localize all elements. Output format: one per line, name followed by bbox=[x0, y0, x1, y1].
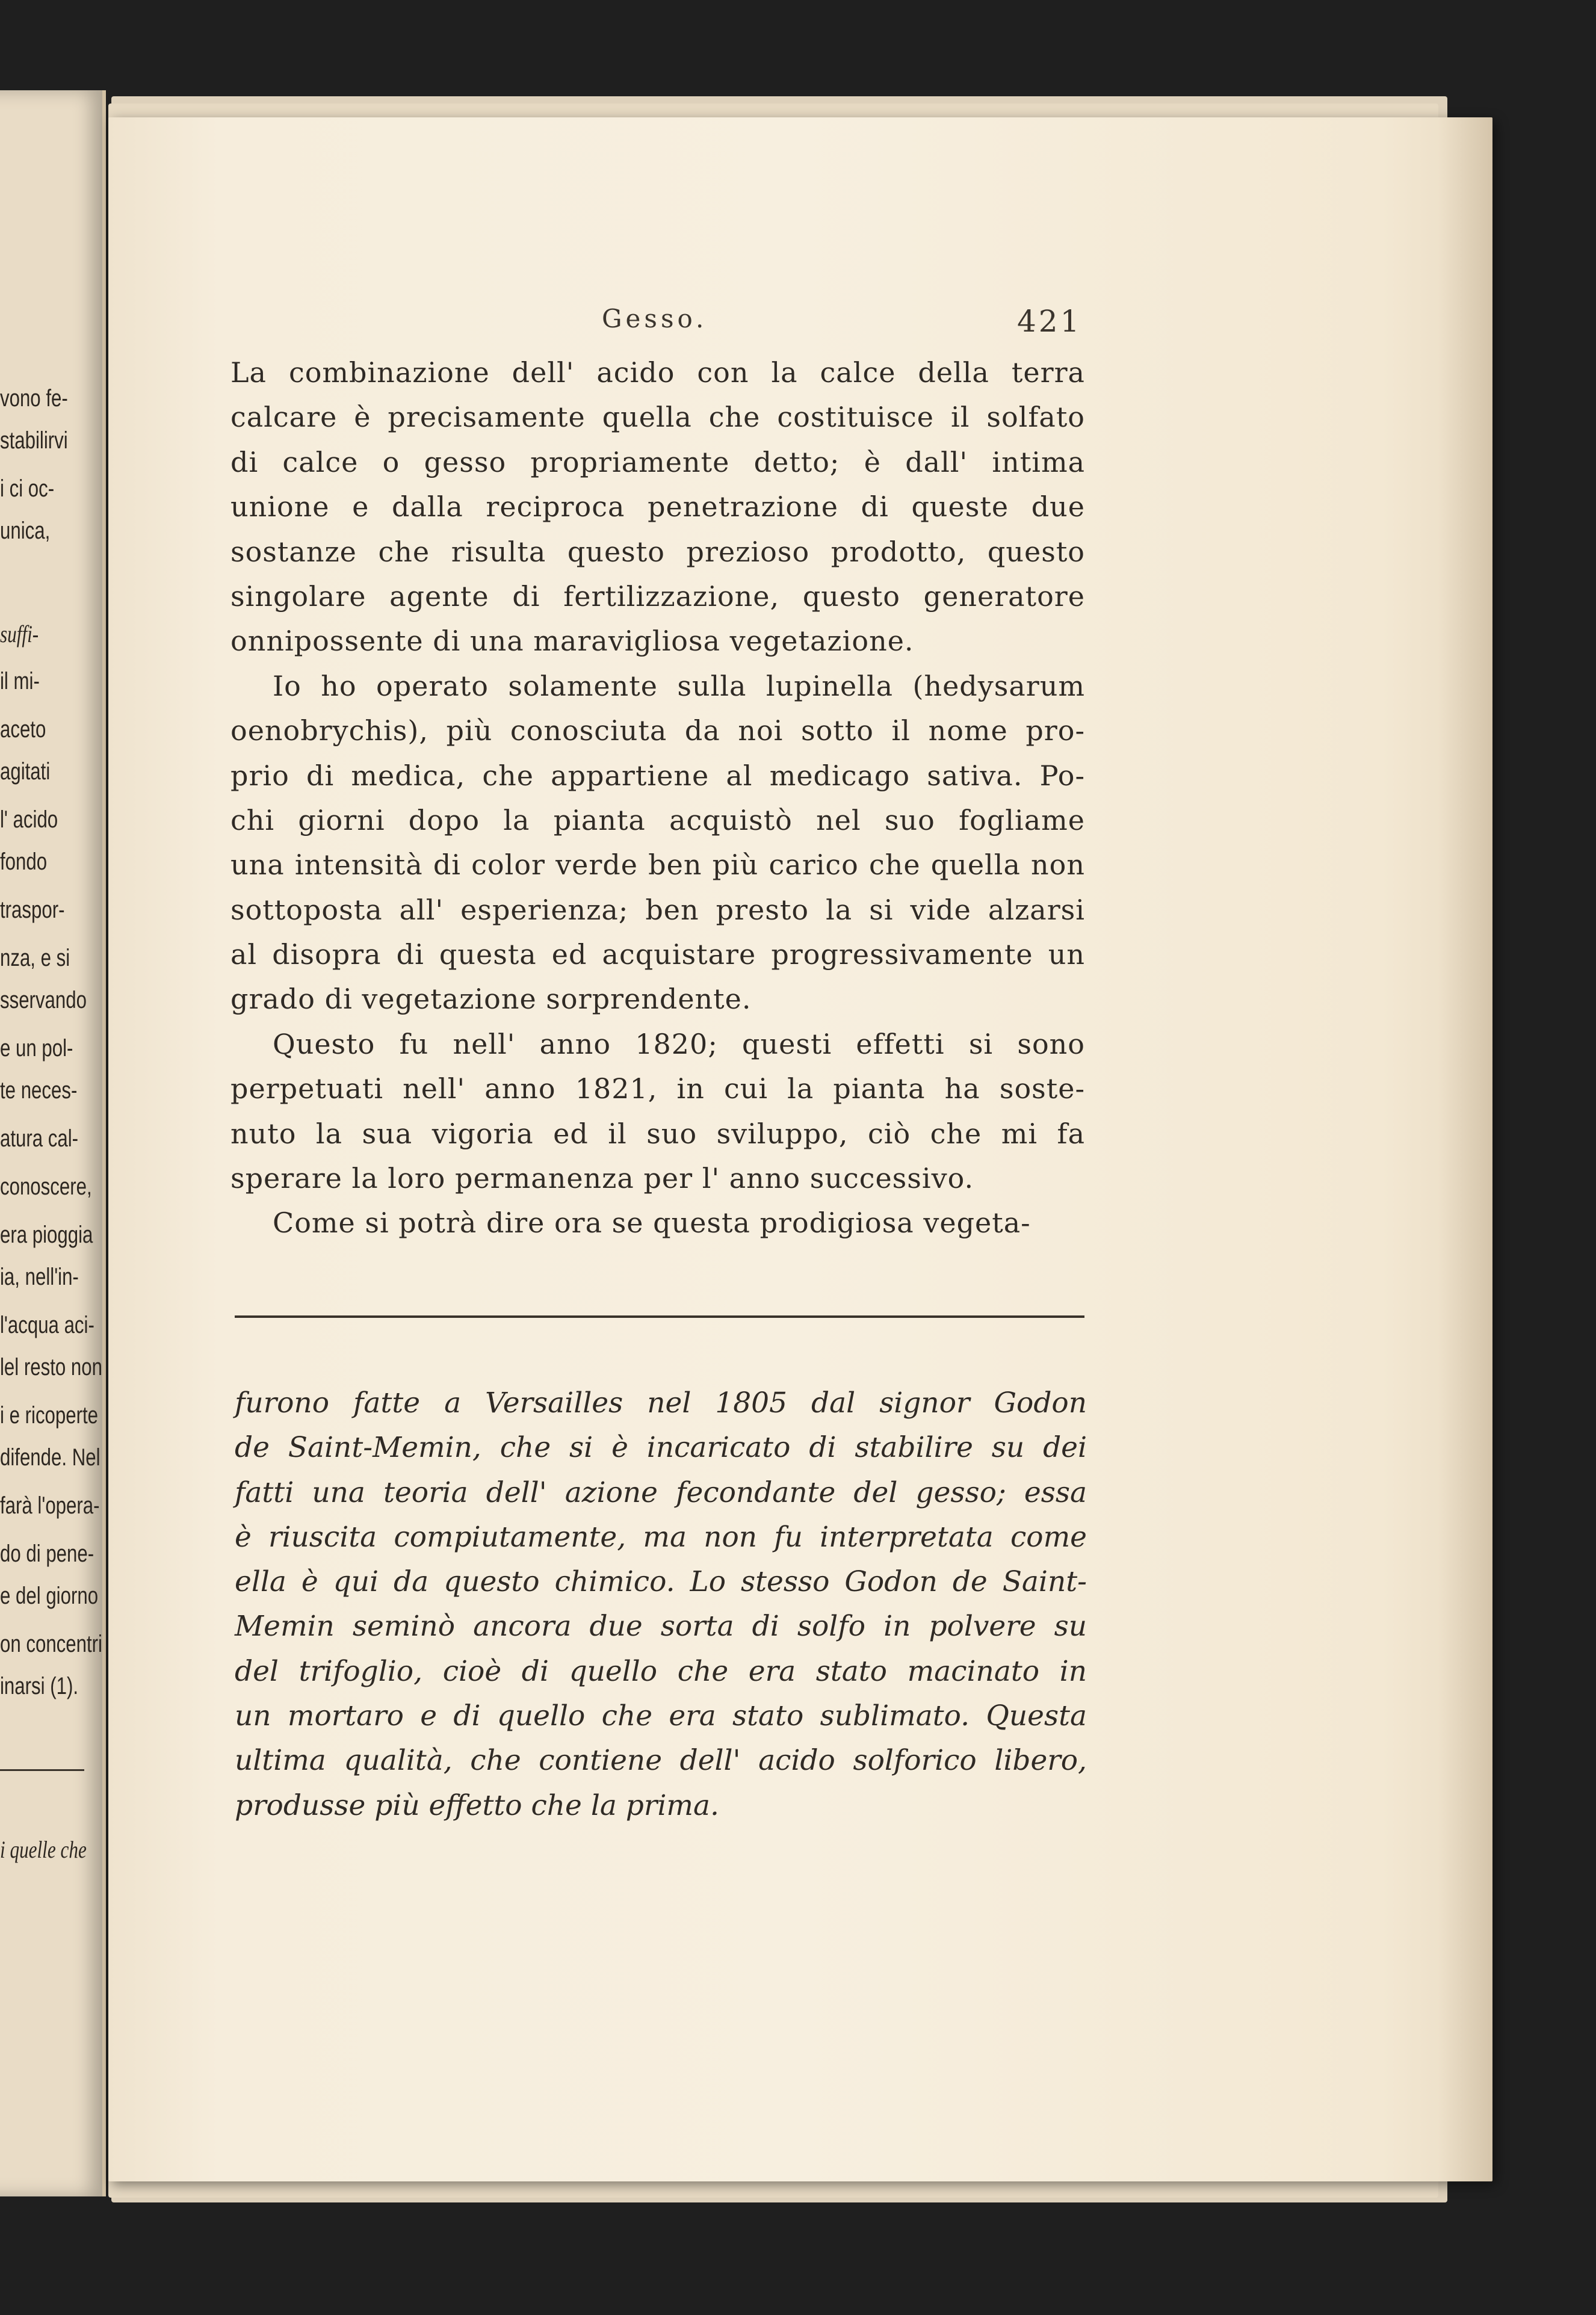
body-line: prio di medica, che appartiene al medicago sativa. Po- bbox=[230, 759, 1085, 792]
body-line: una intensità di color verde ben più carico che quella non bbox=[230, 848, 1085, 882]
facing-page-fragment: ia, nell'in- bbox=[0, 1264, 79, 1290]
footnote-line: ella è qui da questo chimico. Lo stesso Godon de Saint- bbox=[235, 1565, 1087, 1599]
facing-page-fragment: suffi- bbox=[0, 620, 39, 648]
facing-page-fragment: traspor- bbox=[0, 897, 65, 923]
facing-page-fragment: unica, bbox=[0, 518, 51, 544]
body-line: nuto la sua vigoria ed il suo sviluppo, ciò che mi fa bbox=[230, 1117, 1085, 1150]
facing-page-fragment: difende. Nel bbox=[0, 1444, 101, 1471]
facing-page-fragment: farà l'opera- bbox=[0, 1492, 100, 1519]
facing-page-fragment: on concentri bbox=[0, 1631, 102, 1657]
footnote-line: produsse più effetto che la prima. bbox=[235, 1788, 719, 1822]
page-number: 421 bbox=[1017, 304, 1082, 339]
facing-page-fragment: l' acido bbox=[0, 806, 58, 833]
facing-page-rule bbox=[0, 1769, 84, 1771]
footnote bbox=[235, 1381, 1087, 1828]
facing-page-fragment: te neces- bbox=[0, 1077, 78, 1104]
facing-page-fragment: aceto bbox=[0, 716, 46, 743]
footnote-line: del trifoglio, cioè di quello che era stato macinato in bbox=[235, 1654, 1087, 1688]
facing-page-fragment: i quelle che bbox=[0, 1836, 87, 1863]
facing-page-fragment: il mi- bbox=[0, 668, 40, 694]
body-line: La combinazione dell' acido con la calce della terra bbox=[230, 356, 1085, 389]
facing-page-fragment: agitati bbox=[0, 758, 51, 785]
facing-page-fragment: i e ricoperte bbox=[0, 1402, 99, 1429]
footnote-line: un mortaro e di quello che era stato sublimato. Questa bbox=[235, 1699, 1087, 1733]
footnote-line: furono fatte a Versailles nel 1805 dal signor Godon bbox=[235, 1386, 1087, 1420]
facing-page-fragment: do di pene- bbox=[0, 1541, 94, 1567]
footnote-line: ultima qualità, che contiene dell' acido solforico libero, bbox=[235, 1744, 1087, 1778]
facing-page-fragment: sservando bbox=[0, 987, 87, 1013]
body-line: Questo fu nell' anno 1820; questi effetti si sono bbox=[273, 1027, 1085, 1060]
body-text bbox=[230, 350, 1085, 1246]
body-line: Io ho operato solamente sulla lupinella (hedysarum bbox=[273, 669, 1085, 702]
body-line: grado di vegetazione sorprendente. bbox=[230, 983, 752, 1016]
facing-page-fragment: e del giorno bbox=[0, 1583, 99, 1609]
facing-page-fragment: atura cal- bbox=[0, 1125, 79, 1152]
facing-page bbox=[0, 90, 106, 2196]
facing-page-fragment: nza, e si bbox=[0, 945, 70, 971]
body-line: oenobrychis), più conosciuta da noi sotto il nome pro- bbox=[230, 714, 1085, 747]
body-line: onnipossente di una maravigliosa vegetazione. bbox=[230, 625, 914, 658]
facing-page-fragment: stabilirvi bbox=[0, 427, 68, 454]
body-line: chi giorni dopo la pianta acquistò nel suo fogliame bbox=[230, 803, 1085, 836]
body-line: unione e dalla reciproca penetrazione di queste due bbox=[230, 490, 1085, 524]
running-head: Gesso. bbox=[602, 304, 708, 333]
facing-page-fragment: inarsi (1). bbox=[0, 1673, 79, 1699]
footnote-line: de Saint-Memin, che si è incaricato di stabilire su dei bbox=[235, 1431, 1087, 1465]
footnote-line: è riuscita compiutamente, ma non fu interpretata come bbox=[235, 1520, 1087, 1554]
body-line: al disopra di questa ed acquistare progressivamente un bbox=[230, 938, 1085, 971]
footnote-line: Memin seminò ancora due sorta di solfo in polvere su bbox=[235, 1610, 1087, 1643]
body-line: Come si potrà dire ora se questa prodigiosa vegeta- bbox=[273, 1207, 1031, 1240]
footnote-rule bbox=[235, 1315, 1084, 1318]
facing-page-fragment: fondo bbox=[0, 848, 48, 875]
body-line: di calce o gesso propriamente detto; è dall' intima bbox=[230, 445, 1085, 478]
facing-page-fragment: era pioggia bbox=[0, 1222, 93, 1248]
facing-page-fragment: l'acqua aci- bbox=[0, 1312, 94, 1338]
facing-page-fragment: i ci oc- bbox=[0, 475, 55, 502]
facing-page-fragment: lel resto non bbox=[0, 1354, 102, 1380]
body-line: sostanze che risulta questo prezioso prodotto, questo bbox=[230, 535, 1085, 568]
body-line: perpetuati nell' anno 1821, in cui la pianta ha soste- bbox=[230, 1072, 1085, 1105]
facing-page-fragment: conoscere, bbox=[0, 1173, 92, 1200]
facing-page-fragment: vono fe- bbox=[0, 385, 68, 412]
body-line: calcare è precisamente quella che costituisce il solfato bbox=[230, 401, 1085, 434]
footnote-line: fatti una teoria dell' azione fecondante del gesso; essa bbox=[235, 1476, 1087, 1509]
facing-page-fragment: e un pol- bbox=[0, 1035, 73, 1062]
body-line: singolare agente di fertilizzazione, questo generatore bbox=[230, 580, 1085, 613]
body-line: sottoposta all' esperienza; ben presto la si vide alzarsi bbox=[230, 893, 1085, 926]
body-line: sperare la loro permanenza per l' anno successivo. bbox=[230, 1162, 974, 1195]
